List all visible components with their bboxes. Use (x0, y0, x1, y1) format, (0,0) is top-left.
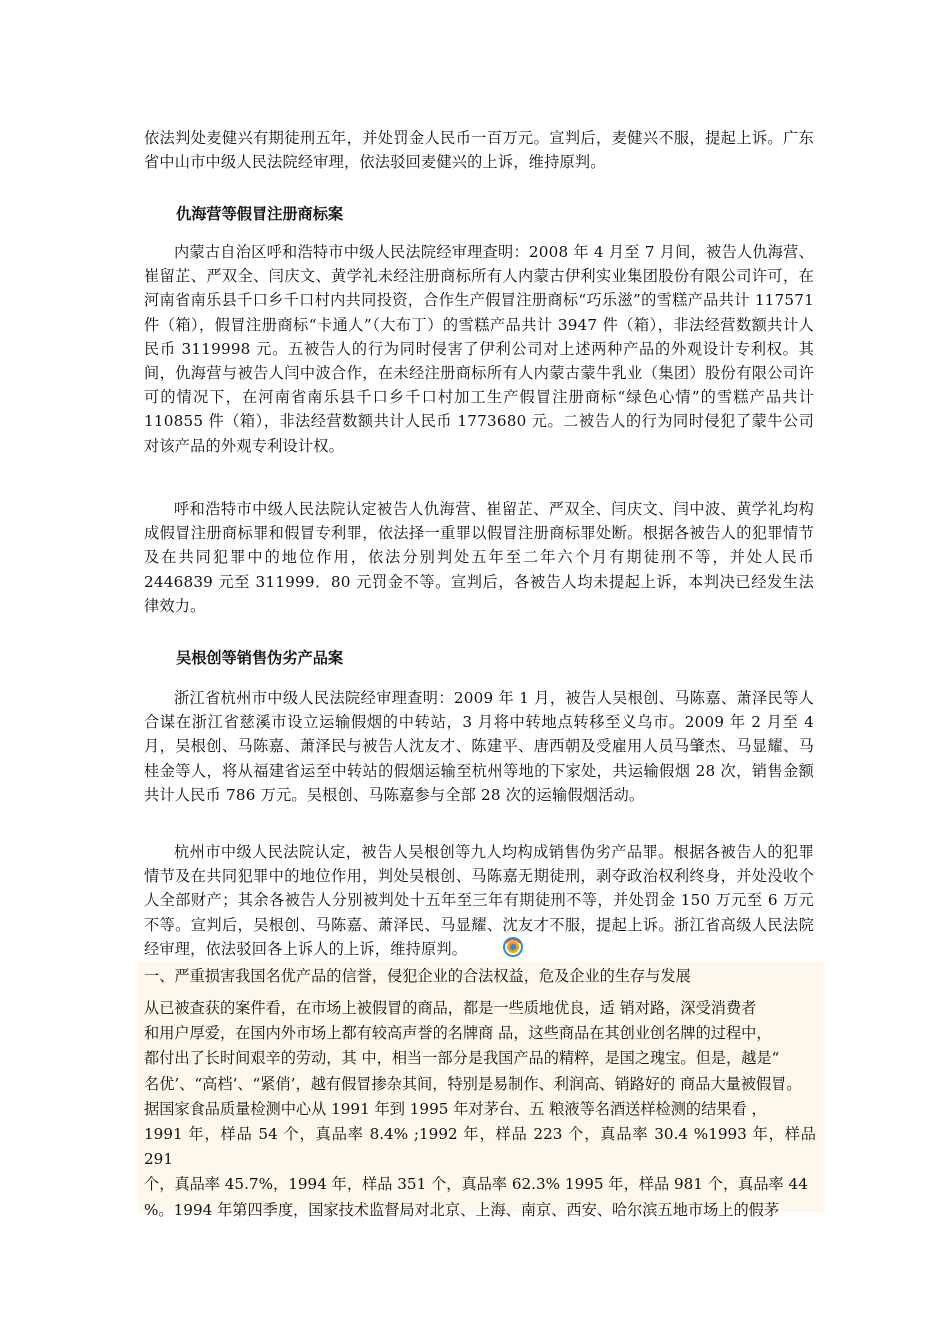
paragraph-wugenchuang-verdict-text: 杭州市中级人民法院认定，被告人吴根创等九人均构成销售伪劣产品罪。根据各被告人的犯罪情节及在共同犯罪中的地位作用，判处吴根创、马陈嘉无期徒刑，剥夺政治权利终身，并处没收个人全部财产；其余各被告人分别被判处十五年至三年有期徒刑不等，并处罚金 150 万元至 6 万元不等。宣判后，吴根创、马陈嘉、萧泽民、马显耀、沈友才不服，提起上诉。浙江省高级人民法院经审理，依法驳回各上诉人的上诉，维持原判。 (144, 843, 814, 958)
section-heading-damage: 一、严重损害我国名优产品的信誉，侵犯企业的合法权益，危及企业的生存与发展 (144, 967, 691, 985)
text-line: 1991 年，样品 54 个，真品率 8.4% ;1992 年，样品 223 个，真品率 30.4 %1993 年，样品 291 (144, 1125, 816, 1169)
text-line: 名优’、“高档‘、“紧俏’，越有假冒掺杂其间，特别是易制作、利润高、销路好的 商品大量被假冒。 (144, 1074, 802, 1093)
text-line: 个，真品率 45.7%，1994 年，样品 351 个，真品率 62.3% 1995 年，样品 981 个，真品率 44 (144, 1175, 808, 1194)
paragraph-qiuhaiying-facts: 内蒙古自治区呼和浩特市中级人民法院经审理查明：2008 年 4 月至 7 月间，被告人仇海营、崔留芷、严双全、闫庆文、黄学礼未经注册商标所有人内蒙古伊利实业集团股份有限公司许可，在河南省南乐县千口乡千口村内共同投资，合作生产假冒注册商标“巧乐滋”的雪糕产品共计 117571 件（箱），假冒注册商标“卡通人”（大布丁）的雪糕产品共计 3947 件（箱），非法经营数额共计人民币 3119998 元。五被告人的行为同时侵害了伊利公司对上述两种产品的外观设计专利权。其间，仇海营与被告人闫中波合作，在未经注册商标所有人内蒙古蒙牛乳业（集团）股份有限公司许可的情况下，在河南省南乐县千口乡千口村加工生产假冒注册商标“绿色心情”的雪糕产品共计 110855 件（箱），非法经营数额共计人民币 1773680 元。二被告人的行为同时侵犯了蒙牛公司对该产品的外观专利设计权。 (144, 243, 814, 455)
paragraph-maijianxing-verdict: 依法判处麦健兴有期徒刑五年，并处罚金人民币一百万元。宣判后，麦健兴不服，提起上诉。广东省中山市中级人民法院经审理，依法驳回麦健兴的上诉，维持原判。 (144, 129, 814, 172)
text-line: 和用户厚爱，在国内外市场上都有较高声誉的名牌商 品，这些商品在其创业创名牌的过程中， (144, 1024, 772, 1043)
paragraph-wugenchuang-verdict (144, 840, 814, 964)
text-line: 都付出了长时间艰辛的劳动，其 中，相当一部分是我国产品的精粹，是国之瑰宝。但是，越是“ (144, 1049, 780, 1068)
text-line: 从已被查获的案件看，在市场上被假冒的商品，都是一些质地优良，适 销对路，深受消费者 (144, 999, 757, 1017)
paragraph-qiuhaiying-verdict: 呼和浩特市中级人民法院认定被告人仇海营、崔留芷、严双全、闫庆文、闫中波、黄学礼均构成假冒注册商标罪和假冒专利罪，依法择一重罪以假冒注册商标罪处断。根据各被告人的犯罪情节及在共同犯罪中的地位作用，依法分别判处五年至二年六个月有期徒刑不等，并处人民币 2446839 元至 311999．80 元罚金不等。宣判后，各被告人均未提起上诉，本判决已经发生法律效力。 (144, 500, 814, 615)
weibo-logo-icon (473, 937, 523, 964)
text-line: %。1994 年第四季度，国家技术监督局对北京、上海、南京、西安、哈尔滨五地市场上的假茅 (144, 1200, 780, 1219)
text-line: 据国家食品质量检测中心从 1991 年到 1995 年对茅台、五 粮液等名酒送样检测的结果看 ， (144, 1099, 767, 1118)
paragraph-wugenchuang-facts: 浙江省杭州市中级人民法院经审理查明：2009 年 1 月，被告人吴根创、马陈嘉、萧泽民等人合谋在浙江省慈溪市设立运输假烟的中转站，3 月将中转地点转移至义乌市。2009 年 2 月至 4 月，吴根创、马陈嘉、萧泽民与被告人沈友才、陈建平、唐西朝及受雇用人员马肇杰、马显耀、马桂金等人，将从福建省运至中转站的假烟运输至杭州等地的下家处，共运输假烟 28 次，销售金额共计人民币 786 万元。吴根创、马陈嘉参与全部 28 次的运输假烟活动。 (144, 689, 814, 804)
case-title-qiuhaiying: 仇海营等假冒注册商标案 (176, 205, 344, 223)
case-title-wugenchuang: 吴根创等销售伪劣产品案 (176, 649, 344, 667)
paragraph-counterfeit-statistics (144, 996, 816, 1223)
